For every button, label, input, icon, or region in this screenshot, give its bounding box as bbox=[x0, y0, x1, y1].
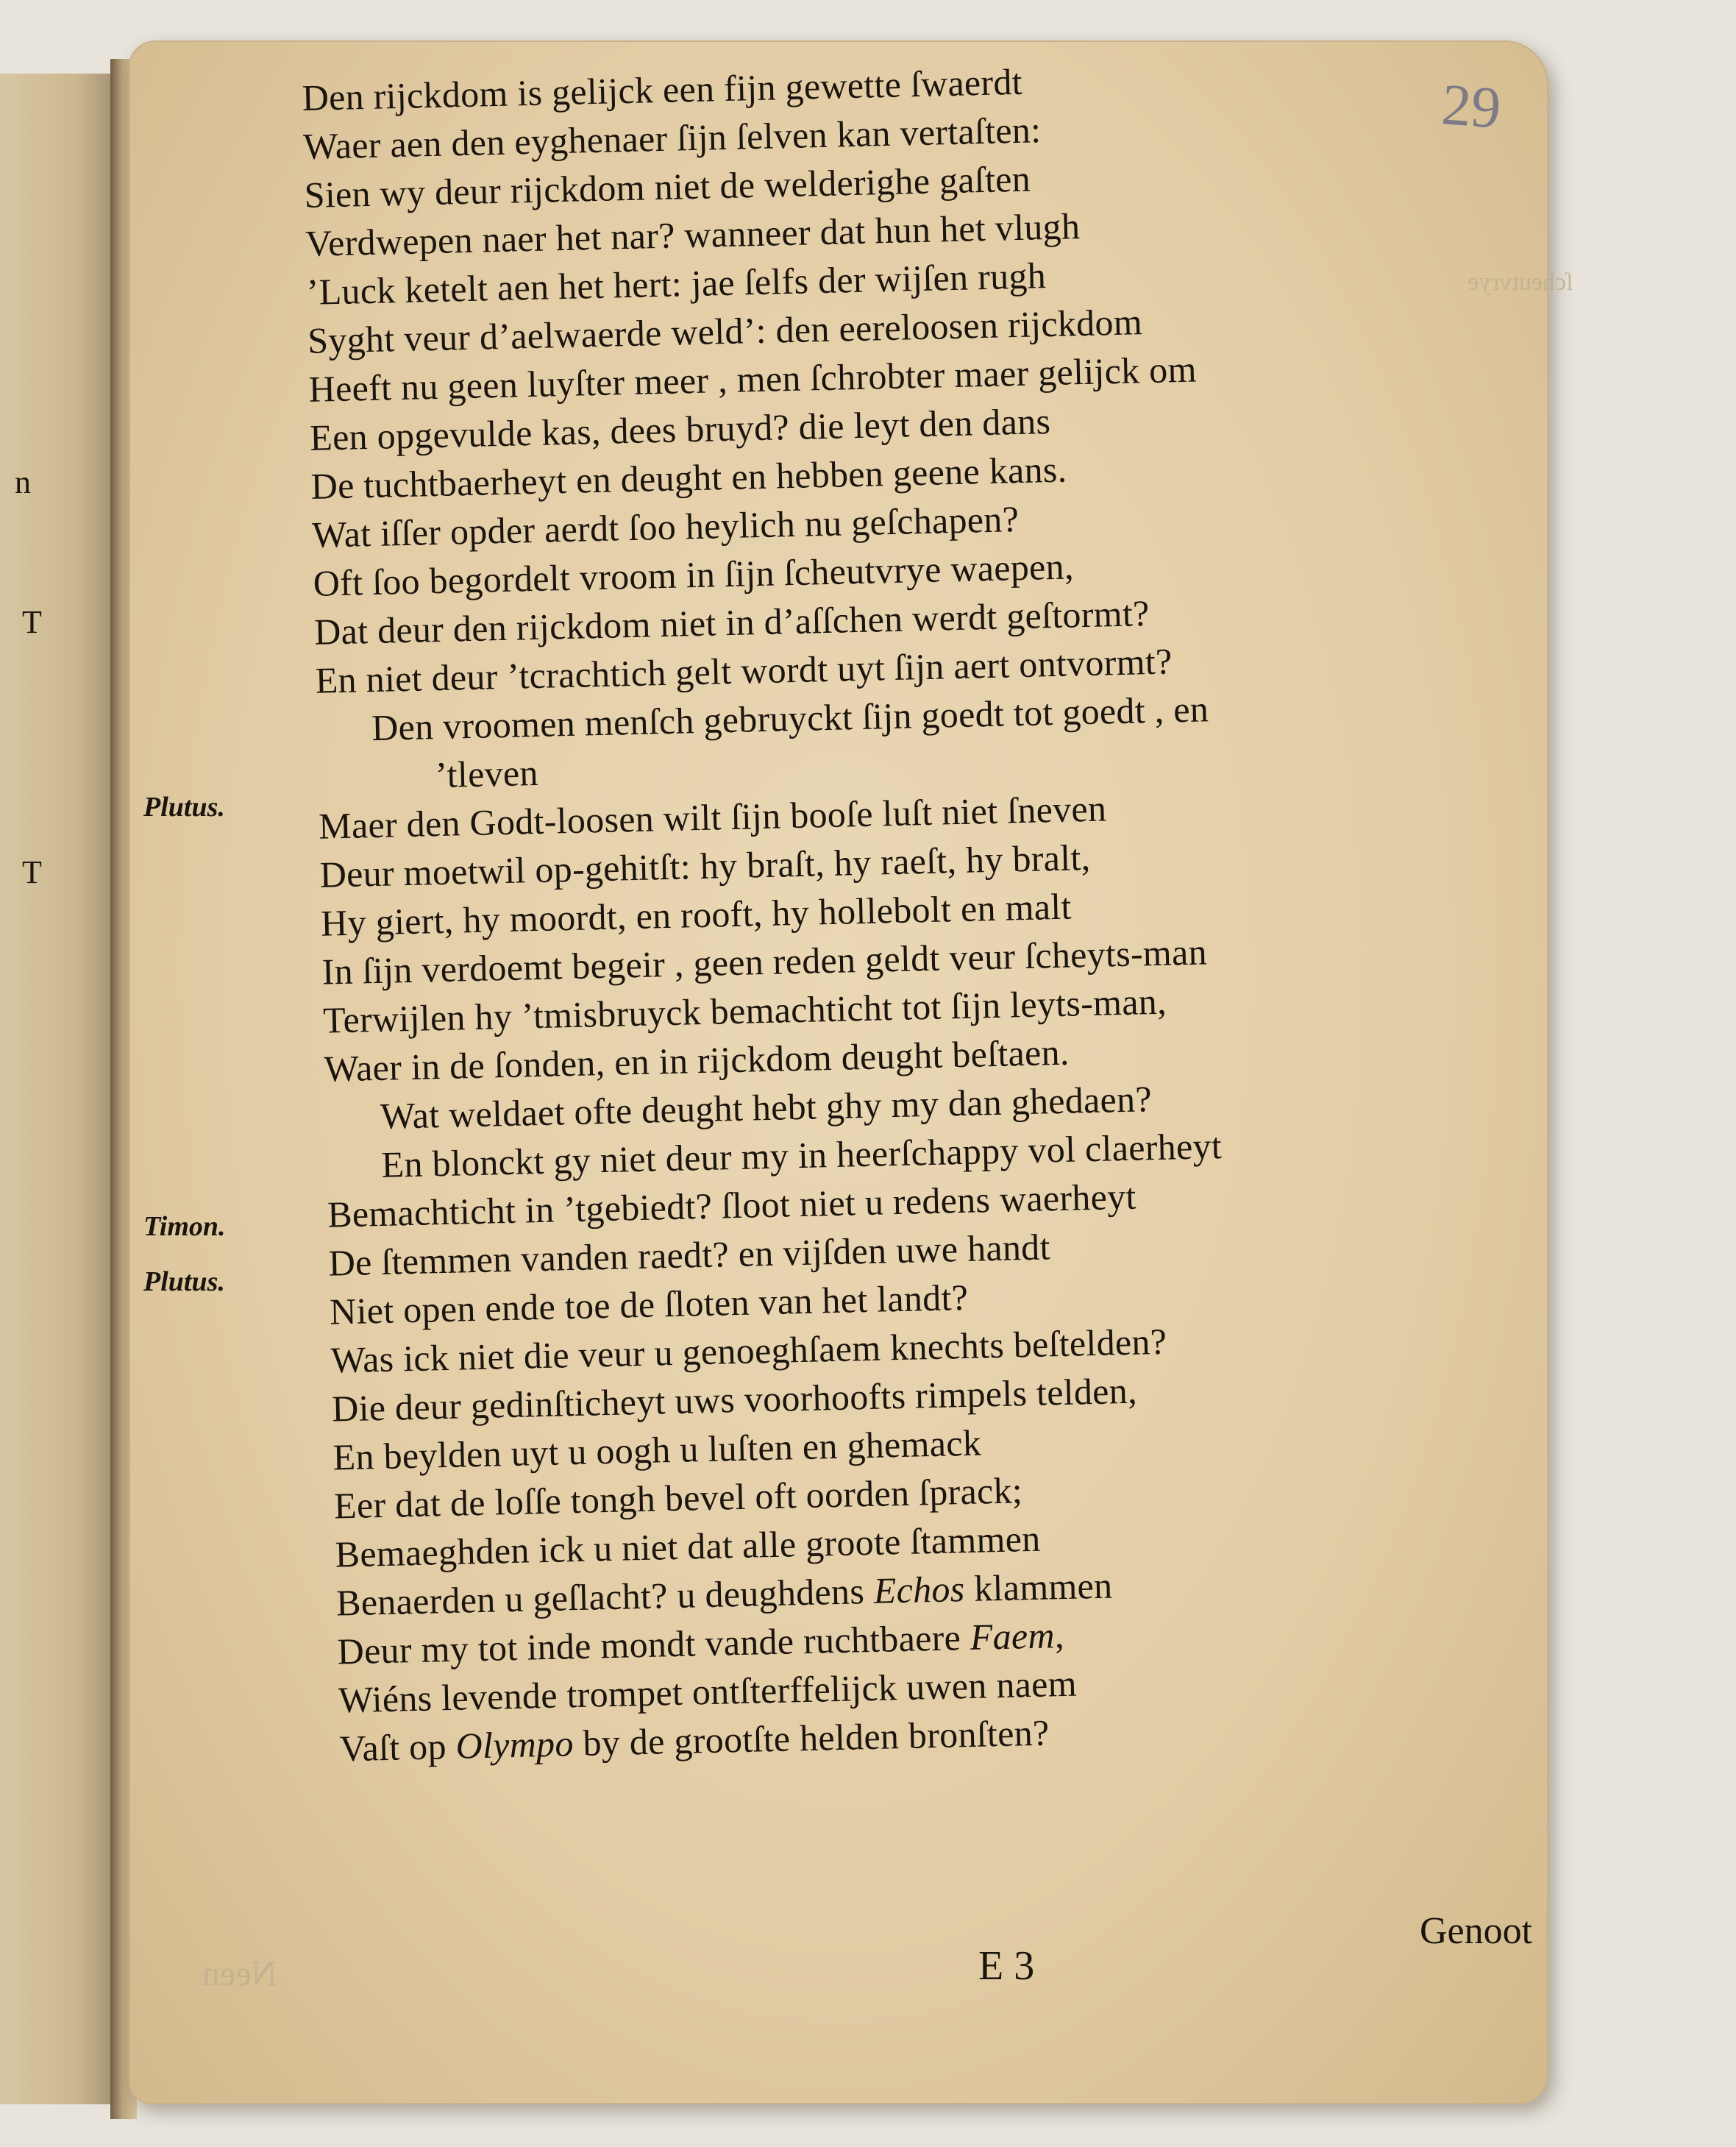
left-facing-page bbox=[0, 74, 110, 2104]
verse-line: Dat deur den rijckdom niet in d’aſſchen werdt geſtormt? bbox=[313, 592, 1150, 653]
verse-text: Deur my tot inde mondt vande ruchtbaere bbox=[337, 1616, 971, 1672]
speaker-plutus: Plutus. bbox=[143, 792, 225, 823]
signature-mark: E 3 bbox=[978, 1943, 1035, 1989]
verse-line: Syght veur d’aelwaerde weld’: den eereloosen rijckdom bbox=[307, 301, 1143, 361]
verse-line: ’Luck ketelt aen het hert: jae ſelfs der wijſen rugh bbox=[306, 255, 1047, 313]
catchword: Genoot bbox=[1420, 1910, 1533, 1952]
left-page-fragment: T bbox=[22, 604, 42, 640]
verse-line: In ſijn verdoemt begeir , geen reden geldt veur ſcheyts-man bbox=[321, 931, 1208, 993]
verse-line: Hy giert, hy moordt, en rooft, hy hollebolt en malt bbox=[320, 885, 1072, 944]
verse-line: Terwijlen hy ’tmisbruyck bemachticht tot ſijn leyts-man, bbox=[322, 980, 1167, 1041]
verse-line: Waer in de ſonden, en in rijckdom deught beſtaen. bbox=[324, 1031, 1070, 1090]
speaker-timon: Timon. bbox=[143, 1211, 226, 1242]
verse-line: Den vroomen menſch gebruyckt ſijn goedt tot goedt , en bbox=[371, 688, 1209, 749]
verse-line: Wat weldaet ofte deught hebt ghy my dan ghedaen? bbox=[380, 1078, 1153, 1137]
verse-line: En niet deur ’tcrachtich gelt wordt uyt ſijn aert ontvormt? bbox=[315, 640, 1173, 701]
verse-line: Wat iſſer opder aerdt ſoo heylich nu geſchapen? bbox=[311, 498, 1020, 556]
show-through-text: ſcheutvrye bbox=[1468, 269, 1573, 296]
verse-text: Benaerden u geſlacht? u deughdens bbox=[335, 1569, 875, 1624]
left-page-fragment: n bbox=[15, 464, 31, 500]
verse-line: Bemaeghden ick u niet dat alle groote ſtammen bbox=[335, 1517, 1042, 1575]
verse-line: Oft ſoo begordelt vroom in ſijn ſcheutvrye waepen, bbox=[313, 545, 1075, 604]
italic-word: Echos bbox=[873, 1568, 966, 1611]
verse-line: Die deur gedinſticheyt uws voorhoofts rimpels telden, bbox=[331, 1369, 1138, 1430]
verse-line: Deur moetwil op-gehitſt: hy braſt, hy raeſt, hy bralt, bbox=[319, 836, 1091, 895]
verse-line: Een opgevulde kas, dees bruyd? die leyt den dans bbox=[309, 400, 1051, 458]
verse-line: De ſtemmen vanden raedt? en vijſden uwe handt bbox=[328, 1226, 1051, 1284]
verse-line: Wiéns levende trompet ontſterffelijck uwen naem bbox=[338, 1662, 1078, 1721]
verse-line: Was ick niet die veur u genoeghſaem knechts beſtelden? bbox=[330, 1320, 1167, 1381]
italic-word: Olympo bbox=[455, 1722, 574, 1767]
verse-text: , bbox=[1054, 1614, 1065, 1656]
folio-number: 29 bbox=[1440, 72, 1504, 141]
verse-line: Den rijckdom is gelijck een fijn gewette ſwaerdt bbox=[302, 60, 1023, 118]
verse-line: Verdwepen naer het nar? wanneer dat hun het vlugh bbox=[305, 205, 1081, 264]
verse-line: Heeft nu geen luyſter meer , men ſchrobter maer gelijck om bbox=[308, 348, 1198, 410]
verse-text: Vaſt op bbox=[339, 1725, 457, 1770]
verse-text: by de grootſte helden bronſten? bbox=[573, 1711, 1050, 1764]
verse-line: Maer den Godt-loosen wilt ſijn booſe luſt niet ſneven bbox=[318, 787, 1107, 847]
show-through-text: Neen bbox=[202, 1954, 277, 1993]
verse-line: Waer aen den eyghenaer ſijn ſelven kan vertaſten: bbox=[302, 109, 1042, 167]
verse-line: En beylden uyt u oogh u luſten en ghemack bbox=[332, 1422, 982, 1478]
verse-line: Sien wy deur rijckdom niet de welderighe gaſten bbox=[304, 157, 1031, 216]
verse-line: En blonckt gy niet deur my in heerſchappy vol claerheyt bbox=[381, 1125, 1223, 1185]
verse-text: klammen bbox=[964, 1564, 1113, 1610]
left-page-fragment: T bbox=[22, 854, 42, 890]
verse-line: Bemachticht in ’tgebiedt? ſloot niet u redens waerheyt bbox=[327, 1175, 1137, 1235]
italic-word: Faem bbox=[970, 1614, 1056, 1658]
speaker-plutus: Plutus. bbox=[143, 1266, 225, 1297]
verse-line: ’tleven bbox=[435, 751, 539, 796]
verse-line: Eer dat de loſſe tongh bevel oft oorden ſprack; bbox=[333, 1469, 1023, 1527]
verse-line: Niet open ende toe de ſloten van het landt? bbox=[329, 1276, 969, 1332]
verse-line: De tuchtbaerheyt en deught en hebben geene kans. bbox=[310, 448, 1067, 507]
